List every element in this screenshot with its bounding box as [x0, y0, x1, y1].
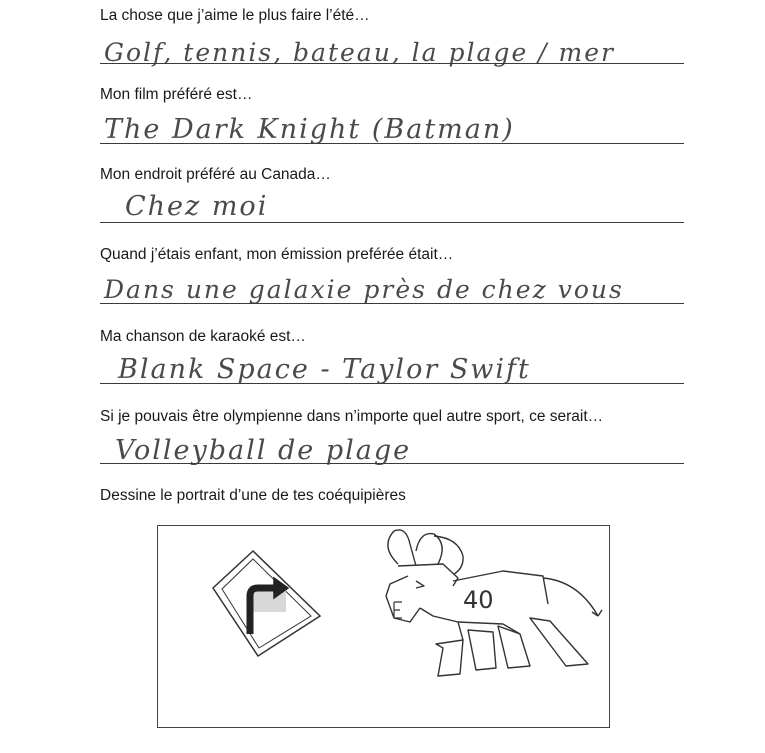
question-6-answer: Volleyball de plage — [115, 435, 412, 466]
question-1-prompt: La chose que j’aime le plus faire l’été… — [100, 7, 370, 24]
question-5-answer: Blank Space - Taylor Swift — [118, 354, 531, 385]
teammate-portrait-drawing — [158, 526, 611, 729]
answer-line-3 — [100, 222, 684, 223]
answer-line-1 — [100, 63, 684, 64]
answer-line-5 — [100, 383, 684, 384]
question-2-prompt: Mon film préféré est… — [100, 86, 253, 103]
answer-line-4 — [100, 303, 684, 304]
turn-sign-icon — [213, 551, 320, 656]
question-2-answer: The Dark Knight (Batman) — [104, 114, 515, 145]
drawing-prompt: Dessine le portrait d’une de tes coéquipières — [100, 487, 406, 504]
question-4-prompt: Quand j’étais enfant, mon émission preférée était… — [100, 246, 454, 263]
question-4-answer: Dans une galaxie près de chez vous — [104, 275, 624, 304]
answer-line-2 — [100, 143, 684, 144]
bull-drawing — [386, 530, 602, 676]
question-3-prompt: Mon endroit préféré au Canada… — [100, 166, 331, 183]
question-3-answer: Chez moi — [125, 191, 269, 222]
bull-number: 40 — [463, 586, 494, 614]
question-1-answer: Golf, tennis, bateau, la plage / mer — [104, 38, 616, 67]
question-5-prompt: Ma chanson de karaoké est… — [100, 328, 306, 345]
drawing-box — [157, 525, 610, 728]
answer-line-6 — [100, 463, 684, 464]
question-6-prompt: Si je pouvais être olympienne dans n’importe quel autre sport, ce serait… — [100, 408, 604, 425]
